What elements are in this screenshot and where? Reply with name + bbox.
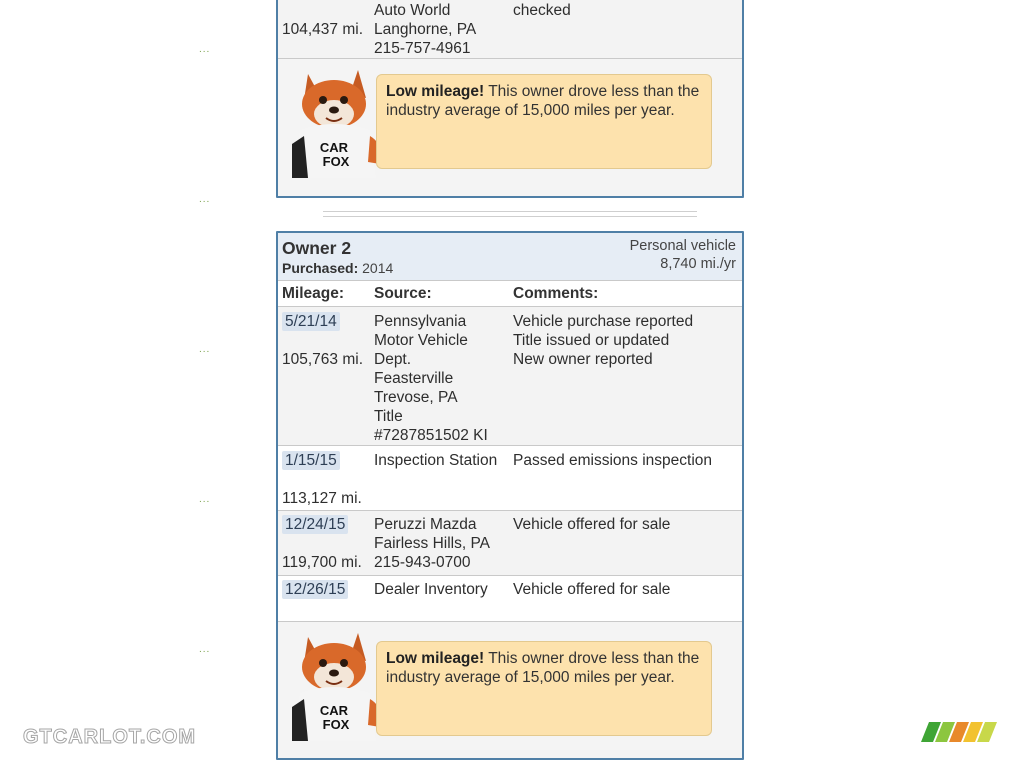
record-source: Inspection Station (374, 452, 498, 469)
owner-usage: Personal vehicle 8,740 mi./yr (629, 238, 736, 272)
record-source: Pennsylvania Motor Vehicle Dept. Feasterville Trevose, PA Title #7287851502 KI (374, 313, 488, 444)
record-mileage: 104,437 mi. (282, 21, 363, 38)
low-mileage-callout (278, 60, 742, 196)
low-mileage-message: Low mileage! This owner drove less than the industry average of 15,000 miles per year. (376, 74, 712, 169)
low-mileage-callout (278, 622, 742, 758)
gtcarlot-stripes-logo (921, 722, 999, 742)
record-date: 1/15/15 (282, 451, 370, 470)
owner-header (278, 233, 742, 281)
svg-text:FOX: FOX (322, 154, 350, 169)
record-source: Dealer Inventory (374, 581, 488, 598)
low-mileage-message: Low mileage! This owner drove less than the industry average of 15,000 miles per year. (376, 641, 712, 736)
dot-marker: ... (199, 44, 211, 55)
svg-text:FOX: FOX (322, 717, 350, 732)
record-comment: checked (513, 2, 571, 19)
svg-text:CAR: CAR (319, 140, 349, 155)
owner-2-card (276, 231, 744, 760)
record-source: Peruzzi Mazda Fairless Hills, PA 215-943-0700 (374, 516, 490, 571)
dot-marker: ... (199, 494, 211, 505)
record-comments: Vehicle offered for sale (513, 516, 671, 533)
car-fox-mascot (286, 66, 386, 178)
dot-marker: ... (199, 194, 211, 205)
owner-title: Owner 2 (282, 238, 352, 258)
record-date: 5/21/14 (282, 312, 370, 331)
record-comments: Vehicle offered for sale (513, 581, 671, 598)
comments-header: Comments: (513, 285, 599, 302)
history-record (278, 0, 742, 59)
dot-marker: ... (199, 644, 211, 655)
column-headers (278, 281, 742, 307)
car-fox-mascot (286, 629, 386, 741)
record-comments: Vehicle purchase reported Title issued or updated New owner reported (513, 313, 694, 368)
record-comments: Passed emissions inspection (513, 452, 713, 469)
history-record (278, 576, 742, 622)
purchase-year: Purchased: 2014 (282, 260, 394, 276)
source-header: Source: (374, 285, 432, 302)
record-mileage: 105,763 mi. (282, 351, 363, 368)
history-record (278, 446, 742, 511)
history-record (278, 511, 742, 576)
gtcarlot-watermark: GTCARLOT.COM (23, 726, 197, 748)
svg-text:CAR: CAR (319, 703, 349, 718)
history-record (278, 307, 742, 446)
record-source: Auto World Langhorne, PA 215-757-4961 (374, 2, 477, 57)
mileage-header: Mileage: (282, 285, 345, 302)
owner-1-card (276, 0, 744, 198)
record-date: 12/24/15 (282, 515, 370, 534)
record-mileage: 119,700 mi. (282, 554, 362, 571)
record-mileage: 113,127 mi. (282, 490, 362, 507)
dot-marker: ... (199, 344, 211, 355)
record-date: 12/26/15 (282, 580, 370, 599)
owner-separator (323, 211, 697, 217)
